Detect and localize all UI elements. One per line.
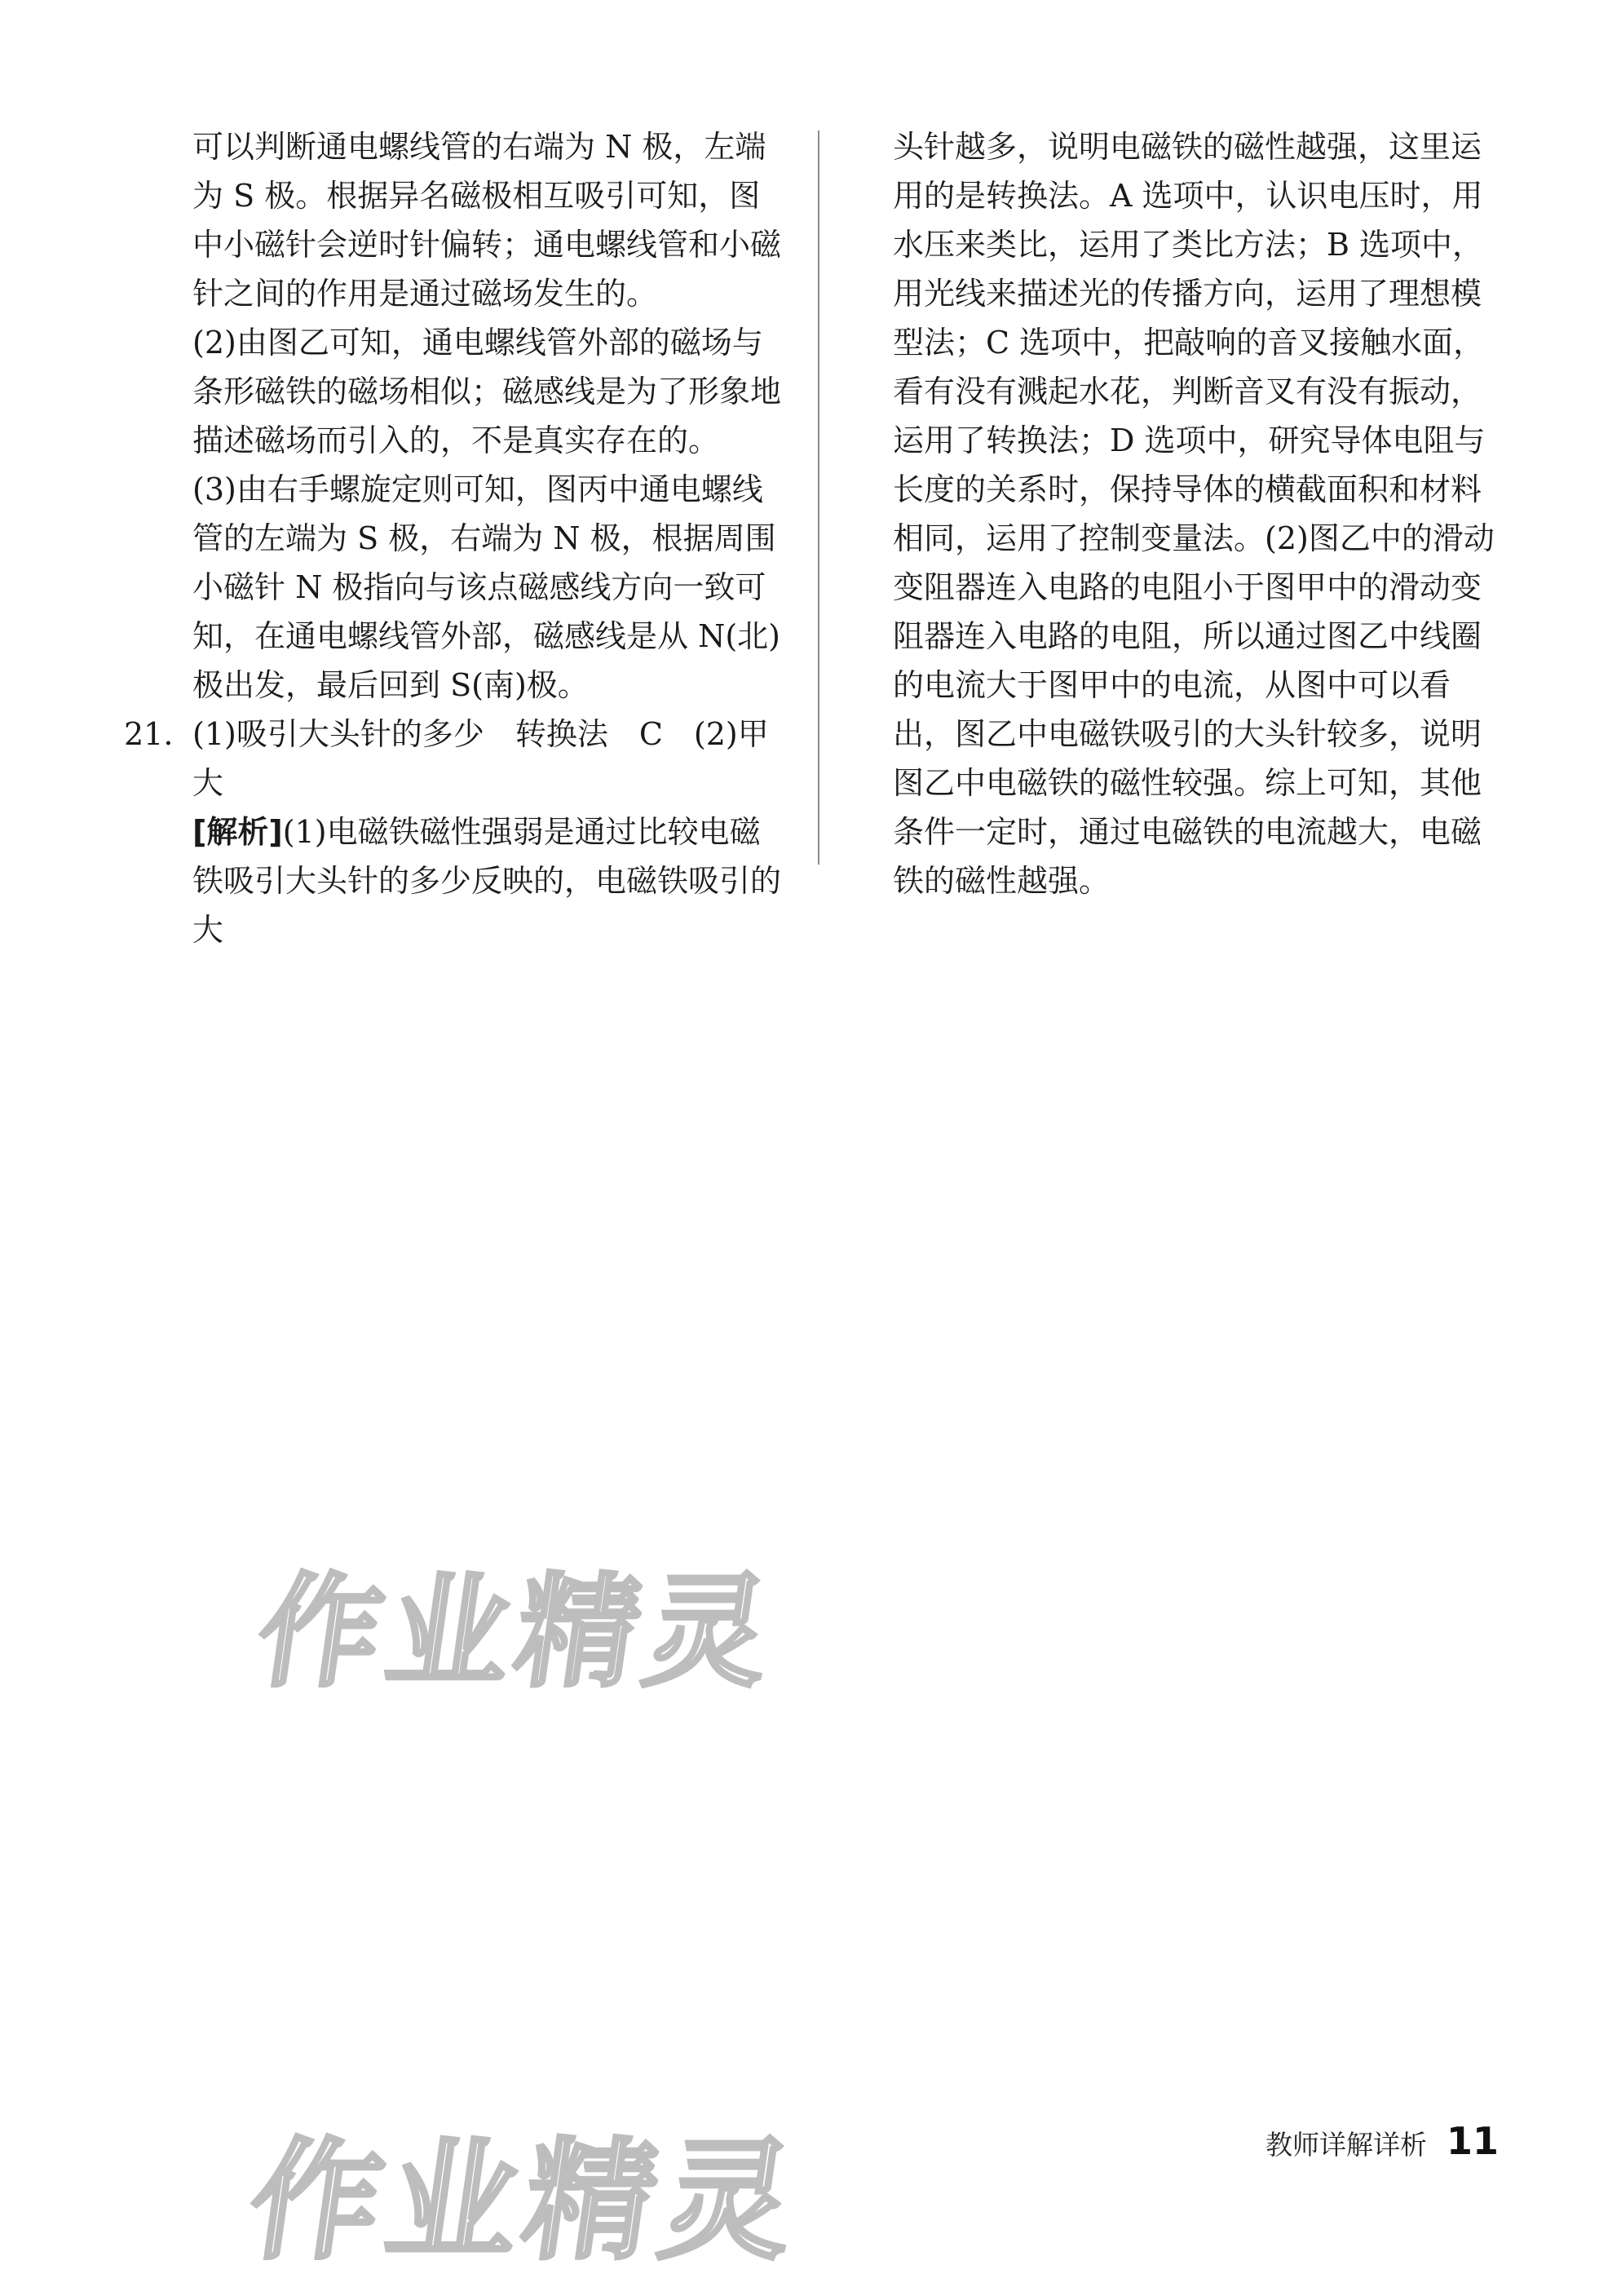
analysis-continued: 头针越多，说明电磁铁的磁性越强，这里运用的是转换法。A 选项中，认识电压时，用水压来类比，运用了类比方法；B 选项中，用光线来描述光的传播方向，运用了理想模型法；C 选项中，把敲响的音叉接触水面，看有没有溅起水花，判断音叉有没有振动，运用了转换法；D 选项中，研究导体电阻与长度的关系时，保持导体的横截面积和材料相同，运用了控制变量法。(2)图乙中的滑动变阻器连入电路的电阻小于图甲中的滑动变阻器连入电路的电阻，所以通过图乙中线圈的电流大于图甲中的电流，从图中可以看出，图乙中电磁铁吸引的大头针较多，说明图乙中电磁铁的磁性较强。综上可知，其他条件一定时，通过电磁铁的电流越大，电磁铁的磁性越强。 <box>893 129 1495 899</box>
page-footer <box>1265 2119 1499 2163</box>
watermark-lower: 作业精灵 <box>240 2125 810 2277</box>
question-21-number: 21. <box>124 716 174 752</box>
question-21 <box>124 710 800 954</box>
page-number: 11 <box>1446 2119 1499 2163</box>
question-21-answer: (1)吸引大头针的多少 转换法 C (2)甲 大 <box>192 716 800 801</box>
analysis-text: (1)电磁铁磁性强弱是通过比较电磁铁吸引大头针的多少反映的，电磁铁吸引的大 <box>192 814 782 948</box>
footer-label: 教师详解详析 <box>1265 2129 1427 2161</box>
answer-block-2: (2)由图乙可知，通电螺线管外部的磁场与条形磁铁的磁场相似；磁感线是为了形象地描述磁场而引入的，不是真实存在的。 <box>192 325 782 458</box>
left-column <box>124 122 800 954</box>
right-column <box>893 122 1500 905</box>
answer-block-1: 可以判断通电螺线管的右端为 N 极，左端为 S 极。根据异名磁极相互吸引可知，图中小磁针会逆时针偏转；通电螺线管和小磁针之间的作用是通过磁场发生的。 <box>192 129 782 312</box>
analysis-label: [解析] <box>192 814 283 850</box>
column-divider <box>818 131 819 865</box>
answer-block-3: (3)由右手螺旋定则可知，图丙中通电螺线管的左端为 S 极，右端为 N 极，根据周围小磁针 N 极指向与该点磁感线方向一致可知，在通电螺线管外部，磁感线是从 N(北)极出发，最后回到 S(南)极。 <box>192 471 780 703</box>
question-21-analysis <box>192 807 783 954</box>
watermark-upper: 作业精灵 <box>249 1562 785 1704</box>
